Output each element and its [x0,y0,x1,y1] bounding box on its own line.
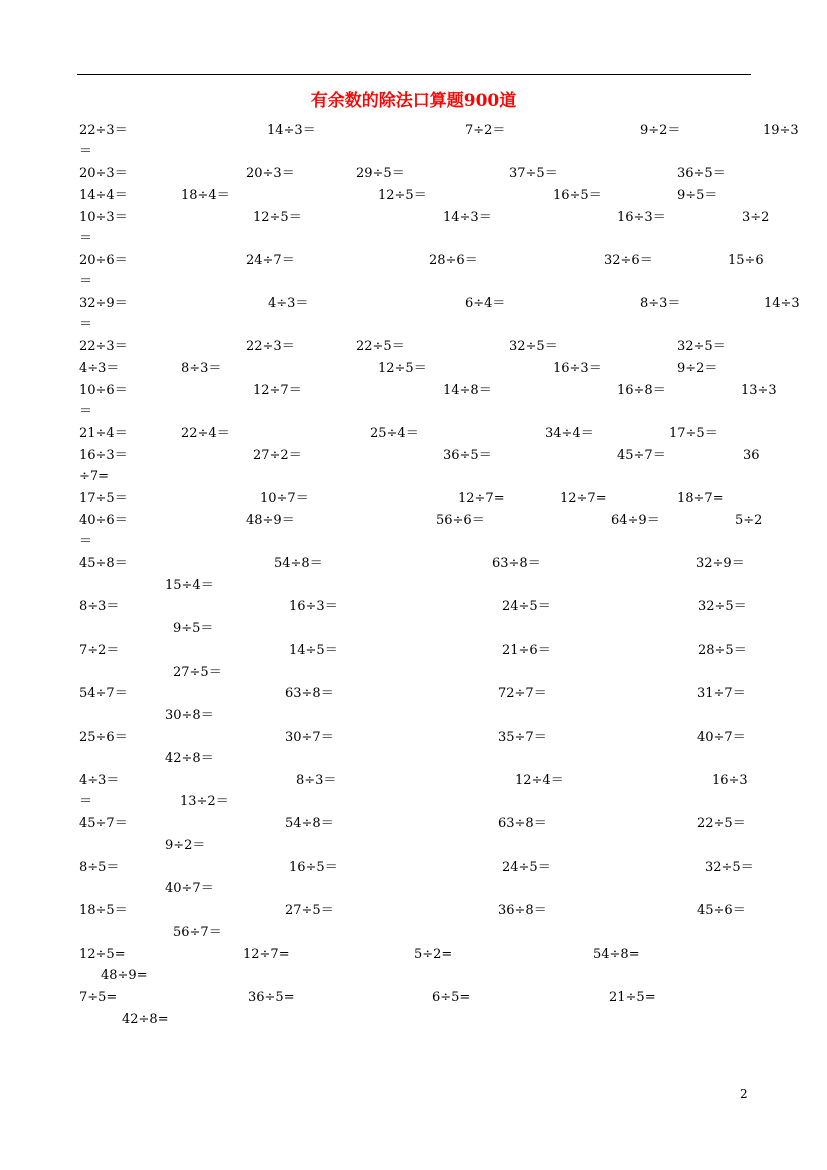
division-problem: 45÷8＝ [79,556,128,571]
division-problem: 16÷3＝ [289,599,338,614]
division-problem: 8÷3＝ [296,773,337,788]
division-problem: 32÷9＝ [79,296,128,311]
division-problem: 22÷5＝ [697,816,746,831]
division-problem: 13÷2＝ [180,794,229,809]
division-problem: 12÷4＝ [515,773,564,788]
division-problem: 48÷9= [101,968,148,983]
division-problem: 28÷5＝ [698,643,747,658]
division-problem: 9÷2＝ [640,123,681,138]
division-problem: ÷7= [79,469,110,484]
division-problem: 8÷5＝ [79,860,120,875]
division-problem: 56÷7＝ [173,925,222,940]
division-problem: 17÷5＝ [669,426,718,441]
division-problem: 36÷5＝ [677,166,726,181]
division-problem: 63÷8＝ [492,556,541,571]
division-problem: 8÷3＝ [640,296,681,311]
division-problem: 14÷8＝ [443,383,492,398]
division-problem: 7÷2＝ [465,123,506,138]
division-problem: ＝ [79,317,93,332]
division-problem: 12÷7= [560,491,607,506]
division-problem: ＝ [79,404,93,419]
division-problem: 12÷5＝ [378,361,427,376]
division-problem: 24÷5＝ [502,860,551,875]
division-problem: 40÷7＝ [165,881,214,896]
division-problem: 54÷8= [593,947,640,962]
division-problem: 21÷5= [609,990,656,1005]
division-problem: 56÷6＝ [436,513,485,528]
division-problem: 12÷7＝ [253,383,302,398]
division-problem: 27÷5＝ [173,665,222,680]
division-problem: 14÷3＝ [267,123,316,138]
division-problem: 5÷2= [414,947,453,962]
division-problem: ＝ [79,534,93,549]
division-problem: 27÷2＝ [253,448,302,463]
division-problem: 20÷6＝ [79,253,128,268]
division-problem: 5÷2 [735,513,763,528]
division-problem: 45÷7＝ [79,816,128,831]
page-title: 有余数的除法口算题900道 [310,91,517,111]
division-problem: 21÷4＝ [79,426,128,441]
division-problem: 32÷5＝ [509,339,558,354]
division-problem: 48÷9＝ [246,513,295,528]
division-problem: 54÷8＝ [274,556,323,571]
division-problem: 45÷6＝ [697,903,746,918]
division-problem: 4÷3＝ [268,296,309,311]
division-problem: ＝ [79,231,93,246]
division-problem: 9÷2＝ [677,361,718,376]
division-problem: 32÷6＝ [604,253,653,268]
division-problem: 12÷5= [79,947,126,962]
division-problem: 9÷2＝ [165,838,206,853]
division-problem: 63÷8＝ [498,816,547,831]
division-problem: 16÷8＝ [617,383,666,398]
division-problem: 12÷7= [243,947,290,962]
division-problem: 6÷4＝ [465,296,506,311]
division-problem: 12÷5＝ [378,188,427,203]
division-problem: 42÷8= [122,1012,169,1027]
division-problem: 10÷7＝ [260,491,309,506]
division-problem: 20÷3＝ [79,166,128,181]
division-problem: 15÷4＝ [165,578,214,593]
division-problem: 16÷3＝ [553,361,602,376]
division-problem: 22÷4＝ [181,426,230,441]
division-problem: ＝ [79,794,93,809]
division-problem: 32÷5＝ [698,599,747,614]
division-problem: 16÷3＝ [617,210,666,225]
division-problem: 32÷9＝ [696,556,745,571]
division-problem: 22÷5＝ [356,339,405,354]
division-problem: 4÷3＝ [79,773,120,788]
division-problem: 42÷8＝ [165,751,214,766]
division-problem: 14÷4＝ [79,188,128,203]
division-problem: 30÷7＝ [285,730,334,745]
division-problem: 36÷5＝ [443,448,492,463]
page-number: 2 [740,1087,748,1101]
division-problem: 12÷7= [458,491,505,506]
division-problem: 14÷3＝ [443,210,492,225]
division-problem: 40÷6＝ [79,513,128,528]
division-problem: 32÷5＝ [677,339,726,354]
division-problem: 8÷3＝ [181,361,222,376]
division-problem: 29÷5＝ [356,166,405,181]
division-problem: 27÷5＝ [285,903,334,918]
division-problem: 18÷7= [677,491,724,506]
division-problem: 35÷7＝ [498,730,547,745]
division-problem: 4÷3＝ [79,361,120,376]
division-problem: 24÷5＝ [502,599,551,614]
division-problem: 18÷4＝ [181,188,230,203]
division-problem: 32÷5＝ [705,860,754,875]
division-problem: 6÷5= [432,990,471,1005]
division-problem: 24÷7＝ [246,253,295,268]
division-problem: 54÷8＝ [285,816,334,831]
division-problem: 36÷8＝ [498,903,547,918]
division-problem: 18÷5＝ [79,903,128,918]
division-problem: 15÷6 [728,253,764,268]
division-problem: 12÷5＝ [253,210,302,225]
division-problem: 17÷5＝ [79,491,128,506]
division-problem: 8÷3＝ [79,599,120,614]
division-problem: ＝ [79,144,93,159]
division-problem: 20÷3＝ [246,166,295,181]
division-problem: 7÷2＝ [79,643,120,658]
division-problem: 3÷2 [742,210,770,225]
division-problem: 63÷8＝ [285,686,334,701]
division-problem: 28÷6＝ [429,253,478,268]
division-problem: 72÷7＝ [498,686,547,701]
division-problem: 9÷5＝ [677,188,718,203]
division-problem: ＝ [79,274,93,289]
division-problem: 25÷4＝ [370,426,419,441]
division-problem: 19÷3 [763,123,799,138]
division-problem: 10÷6＝ [79,383,128,398]
division-problem: 21÷6＝ [502,643,551,658]
division-problem: 25÷6＝ [79,730,128,745]
division-problem: 31÷7＝ [697,686,746,701]
division-problem: 22÷3＝ [79,339,128,354]
division-problem: 16÷3＝ [79,448,128,463]
division-problem: 10÷3＝ [79,210,128,225]
division-problem: 36 [743,448,760,463]
division-problem: 37÷5＝ [509,166,558,181]
division-problem: 13÷3 [741,383,777,398]
division-problem: 22÷3＝ [246,339,295,354]
division-problem: 45÷7＝ [617,448,666,463]
division-problem: 36÷5= [248,990,295,1005]
division-problem: 7÷5= [79,990,118,1005]
division-problem: 64÷9＝ [611,513,660,528]
division-problem: 16÷5＝ [553,188,602,203]
division-problem: 16÷5＝ [289,860,338,875]
division-problem: 14÷3 [764,296,800,311]
division-problem: 14÷5＝ [289,643,338,658]
division-problem: 54÷7＝ [79,686,128,701]
division-problem: 22÷3＝ [79,123,128,138]
division-problem: 16÷3 [712,773,748,788]
division-problem: 30÷8＝ [165,708,214,723]
division-problem: 34÷4＝ [545,426,594,441]
division-problem: 40÷7＝ [697,730,746,745]
division-problem: 9÷5＝ [173,621,214,636]
